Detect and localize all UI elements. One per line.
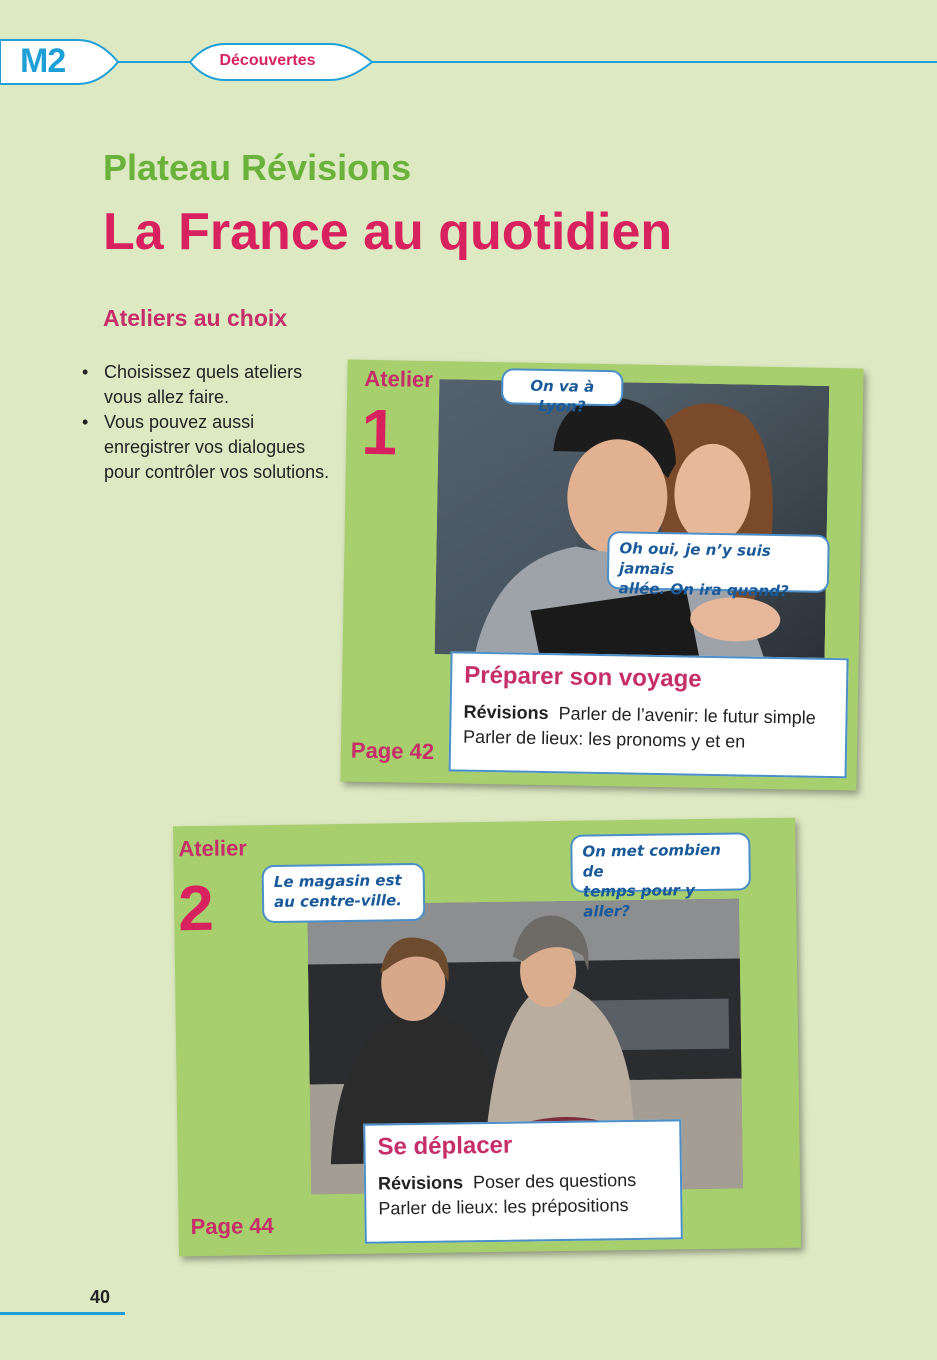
page-number-rule <box>0 1312 125 1315</box>
atelier-1-card[interactable] <box>340 360 863 791</box>
speech-bubble: On va à Lyon? <box>501 368 624 406</box>
page-reference[interactable]: Page 44 <box>190 1212 274 1240</box>
atelier-2-info-box <box>363 1119 683 1243</box>
speech-bubble <box>262 863 426 923</box>
atelier-label: Atelier <box>178 835 247 862</box>
bubble-line: allée. On ira quand? <box>618 579 789 601</box>
speech-bubble <box>570 832 751 921</box>
page-subtitle: Plateau Révisions <box>103 147 412 188</box>
revisions-text: Poser des questions <box>472 1169 637 1193</box>
bubble-line: On met combien de <box>582 840 721 881</box>
atelier-title: Se déplacer <box>377 1131 513 1161</box>
bubble-line: Oh oui, je n’y suis jamais <box>618 539 771 579</box>
atelier-1-photo <box>435 379 830 661</box>
page-number: 40 <box>90 1287 111 1307</box>
bubble-line: temps pour y aller? <box>582 881 696 921</box>
atelier-number: 1 <box>360 395 398 469</box>
atelier-title: Préparer son voyage <box>463 661 702 693</box>
header-band <box>0 0 937 100</box>
section-heading: Ateliers au choix <box>103 305 288 331</box>
atelier-2-card[interactable] <box>173 818 801 1257</box>
revisions-label: Révisions <box>463 701 549 724</box>
revisions-label: Révisions <box>377 1172 464 1194</box>
revisions-text: Parler de l’avenir: le futur simple <box>558 703 816 728</box>
speech-bubble <box>607 531 830 601</box>
page-reference[interactable]: Page 42 <box>350 737 435 765</box>
atelier-label: Atelier <box>364 365 434 393</box>
bubble-line: Le magasin est <box>273 871 402 891</box>
atelier-number: 2 <box>177 871 215 945</box>
instruction-item: • Choisissez quels ateliers vous allez faire. <box>80 360 330 410</box>
unit-code: M2 <box>20 42 66 80</box>
instructions-list <box>80 360 330 485</box>
revisions-line: Parler de lieux: les prépositions <box>378 1195 629 1219</box>
atelier-1-info-box <box>449 651 849 778</box>
page-title: La France au quotidien <box>103 203 673 261</box>
revisions-line: Parler de lieux: les pronoms y et en <box>462 726 746 752</box>
bubble-line: au centre-ville. <box>273 891 403 911</box>
instruction-item: • Vous pouvez aussi enregistrer vos dialogues pour contrôler vos solutions. <box>80 410 330 485</box>
section-tag: Découvertes <box>219 52 316 69</box>
